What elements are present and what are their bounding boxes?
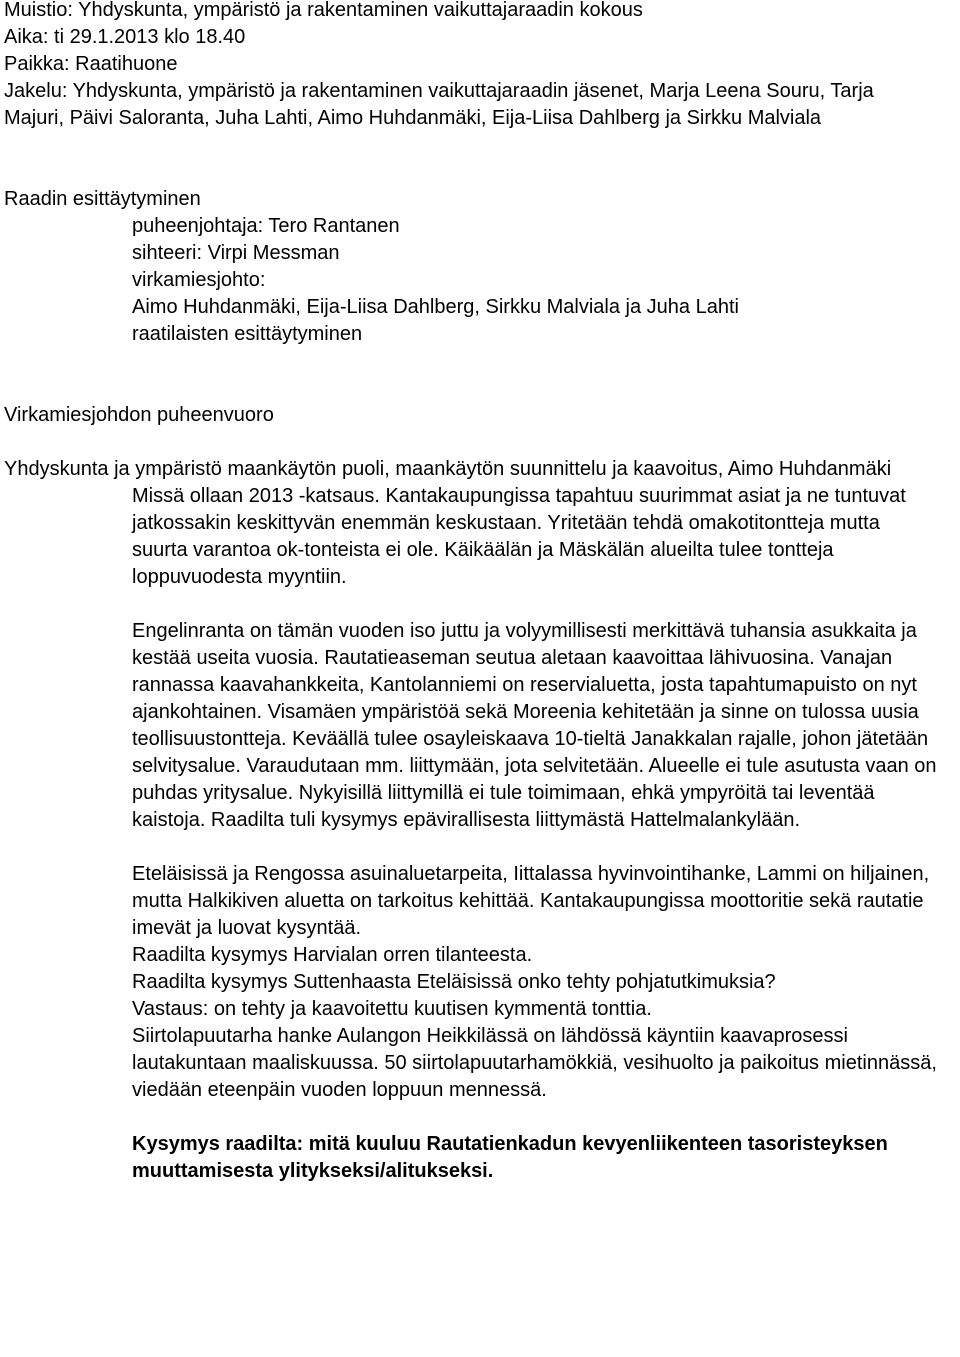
meeting-title: Muistio: Yhdyskunta, ympäristö ja rakentaminen vaikuttajaraadin kokous <box>4 0 643 21</box>
meeting-place: Paikka: Raatihuone <box>4 53 178 75</box>
secretary-line: sihteeri: Virpi Messman <box>132 242 340 264</box>
spacer <box>4 348 954 402</box>
speech-heading: Virkamiesjohdon puheenvuoro <box>4 404 274 426</box>
spacer <box>4 834 954 861</box>
speech-paragraph-2: Engelinranta on tämän vuoden iso juttu ja volyymillisesti merkittävä tuhansia asukkaita ja kestää useita vuosia. Rautatieaseman seutua aletaan kaavoittaa lähivuosina. Vanajan rannassa kaavahankkeita, Kantolanniemi on reservialuetta, josta tapahtumapuisto on nyt ajankohtainen. Visamäen ympäristöä sekä Moreenia kehitetään ja sinne on tulossa uusia teollisuustontteja. Keväällä tulee osayleiskaava 10-tieltä Janakkalan rajalle, johon jätetään selvitysalue. Varaudutaan mm. liittymään, jota selvitetään. Alueelle ei tule asutusta vaan on puhdas yritysalue. Nykyisillä liittymillä ei tule toimimaan, ehkä ympyröitä tai leventää kaistoja. Raadilta tuli kysymys epävirallisesta liittymästä Hattelmalankylään. <box>132 620 943 831</box>
chair-line: puheenjohtaja: Tero Rantanen <box>132 215 400 237</box>
speech-subheading: Yhdyskunta ja ympäristö maankäytön puoli, maankäytön suunnittelu ja kaavoitus, Aimo Huhdanmäki <box>4 458 892 480</box>
officials-names: Aimo Huhdanmäki, Eija-Liisa Dahlberg, Sirkku Malviala ja Juha Lahti <box>132 296 739 318</box>
spacer <box>4 591 954 618</box>
speech-paragraph-3: Eteläisissä ja Rengossa asuinaluetarpeita, Iittalassa hyvinvointihanke, Lammi on hiljainen, mutta Halkikiven aluetta on tarkoitus kehittää. Kantakaupungissa moottoritie sekä rautatie imevät ja luovat kysyntää. <box>132 863 935 939</box>
memo-header <box>4 0 924 132</box>
officials-label: virkamiesjohto: <box>132 269 266 291</box>
speech-paragraph-4: Siirtolapuutarha hanke Aulangon Heikkilässä on lähdössä käyntiin kaavaprosessi lautakuntaan maaliskuussa. 50 siirtolapuutarhamökkiä, vesihuolto ja paikoitus mietinnässä, viedään eteenpäin vuoden loppuun mennessä. <box>132 1025 943 1101</box>
answer-2: Vastaus: on tehty ja kaavoitettu kuutisen kymmentä tonttia. <box>132 998 652 1020</box>
bold-question: Kysymys raadilta: mitä kuuluu Rautatienkadun kevyenliikenteen tasoristeyksen muuttamisesta ylitykseksi/alitukseksi. <box>132 1133 894 1182</box>
speech-paragraph-1: Missä ollaan 2013 -katsaus. Kantakaupungissa tapahtuu suurimmat asiat ja ne tuntuvat jatkossakin keskittyvän enemmän keskustaan. Yritetään tehdä omakotitontteja mutta suurta varantoa ok-tonteista ei ole. Käikäälän ja Mäskälän alueilta tulee tontteja loppuvuodesta myyntiin. <box>132 485 912 588</box>
intro-section <box>4 186 954 348</box>
memo-document <box>4 0 954 1185</box>
speech-section <box>4 402 954 1185</box>
intro-heading: Raadin esittäytyminen <box>4 188 201 210</box>
members-intro: raatilaisten esittäytyminen <box>132 323 363 345</box>
meeting-time: Aika: ti 29.1.2013 klo 18.40 <box>4 26 246 48</box>
spacer <box>4 132 954 186</box>
question-1: Raadilta kysymys Harvialan orren tilanteesta. <box>132 944 533 966</box>
distribution-list: Jakelu: Yhdyskunta, ympäristö ja rakentaminen vaikuttajaraadin jäsenet, Marja Leena Souru, Tarja Majuri, Päivi Saloranta, Juha Lahti, Aimo Huhdanmäki, Eija-Liisa Dahlberg ja Sirkku Malviala <box>4 80 880 129</box>
question-2: Raadilta kysymys Suttenhaasta Eteläisissä onko tehty pohjatutkimuksia? <box>132 971 776 993</box>
spacer <box>4 1104 954 1131</box>
spacer <box>4 429 954 456</box>
